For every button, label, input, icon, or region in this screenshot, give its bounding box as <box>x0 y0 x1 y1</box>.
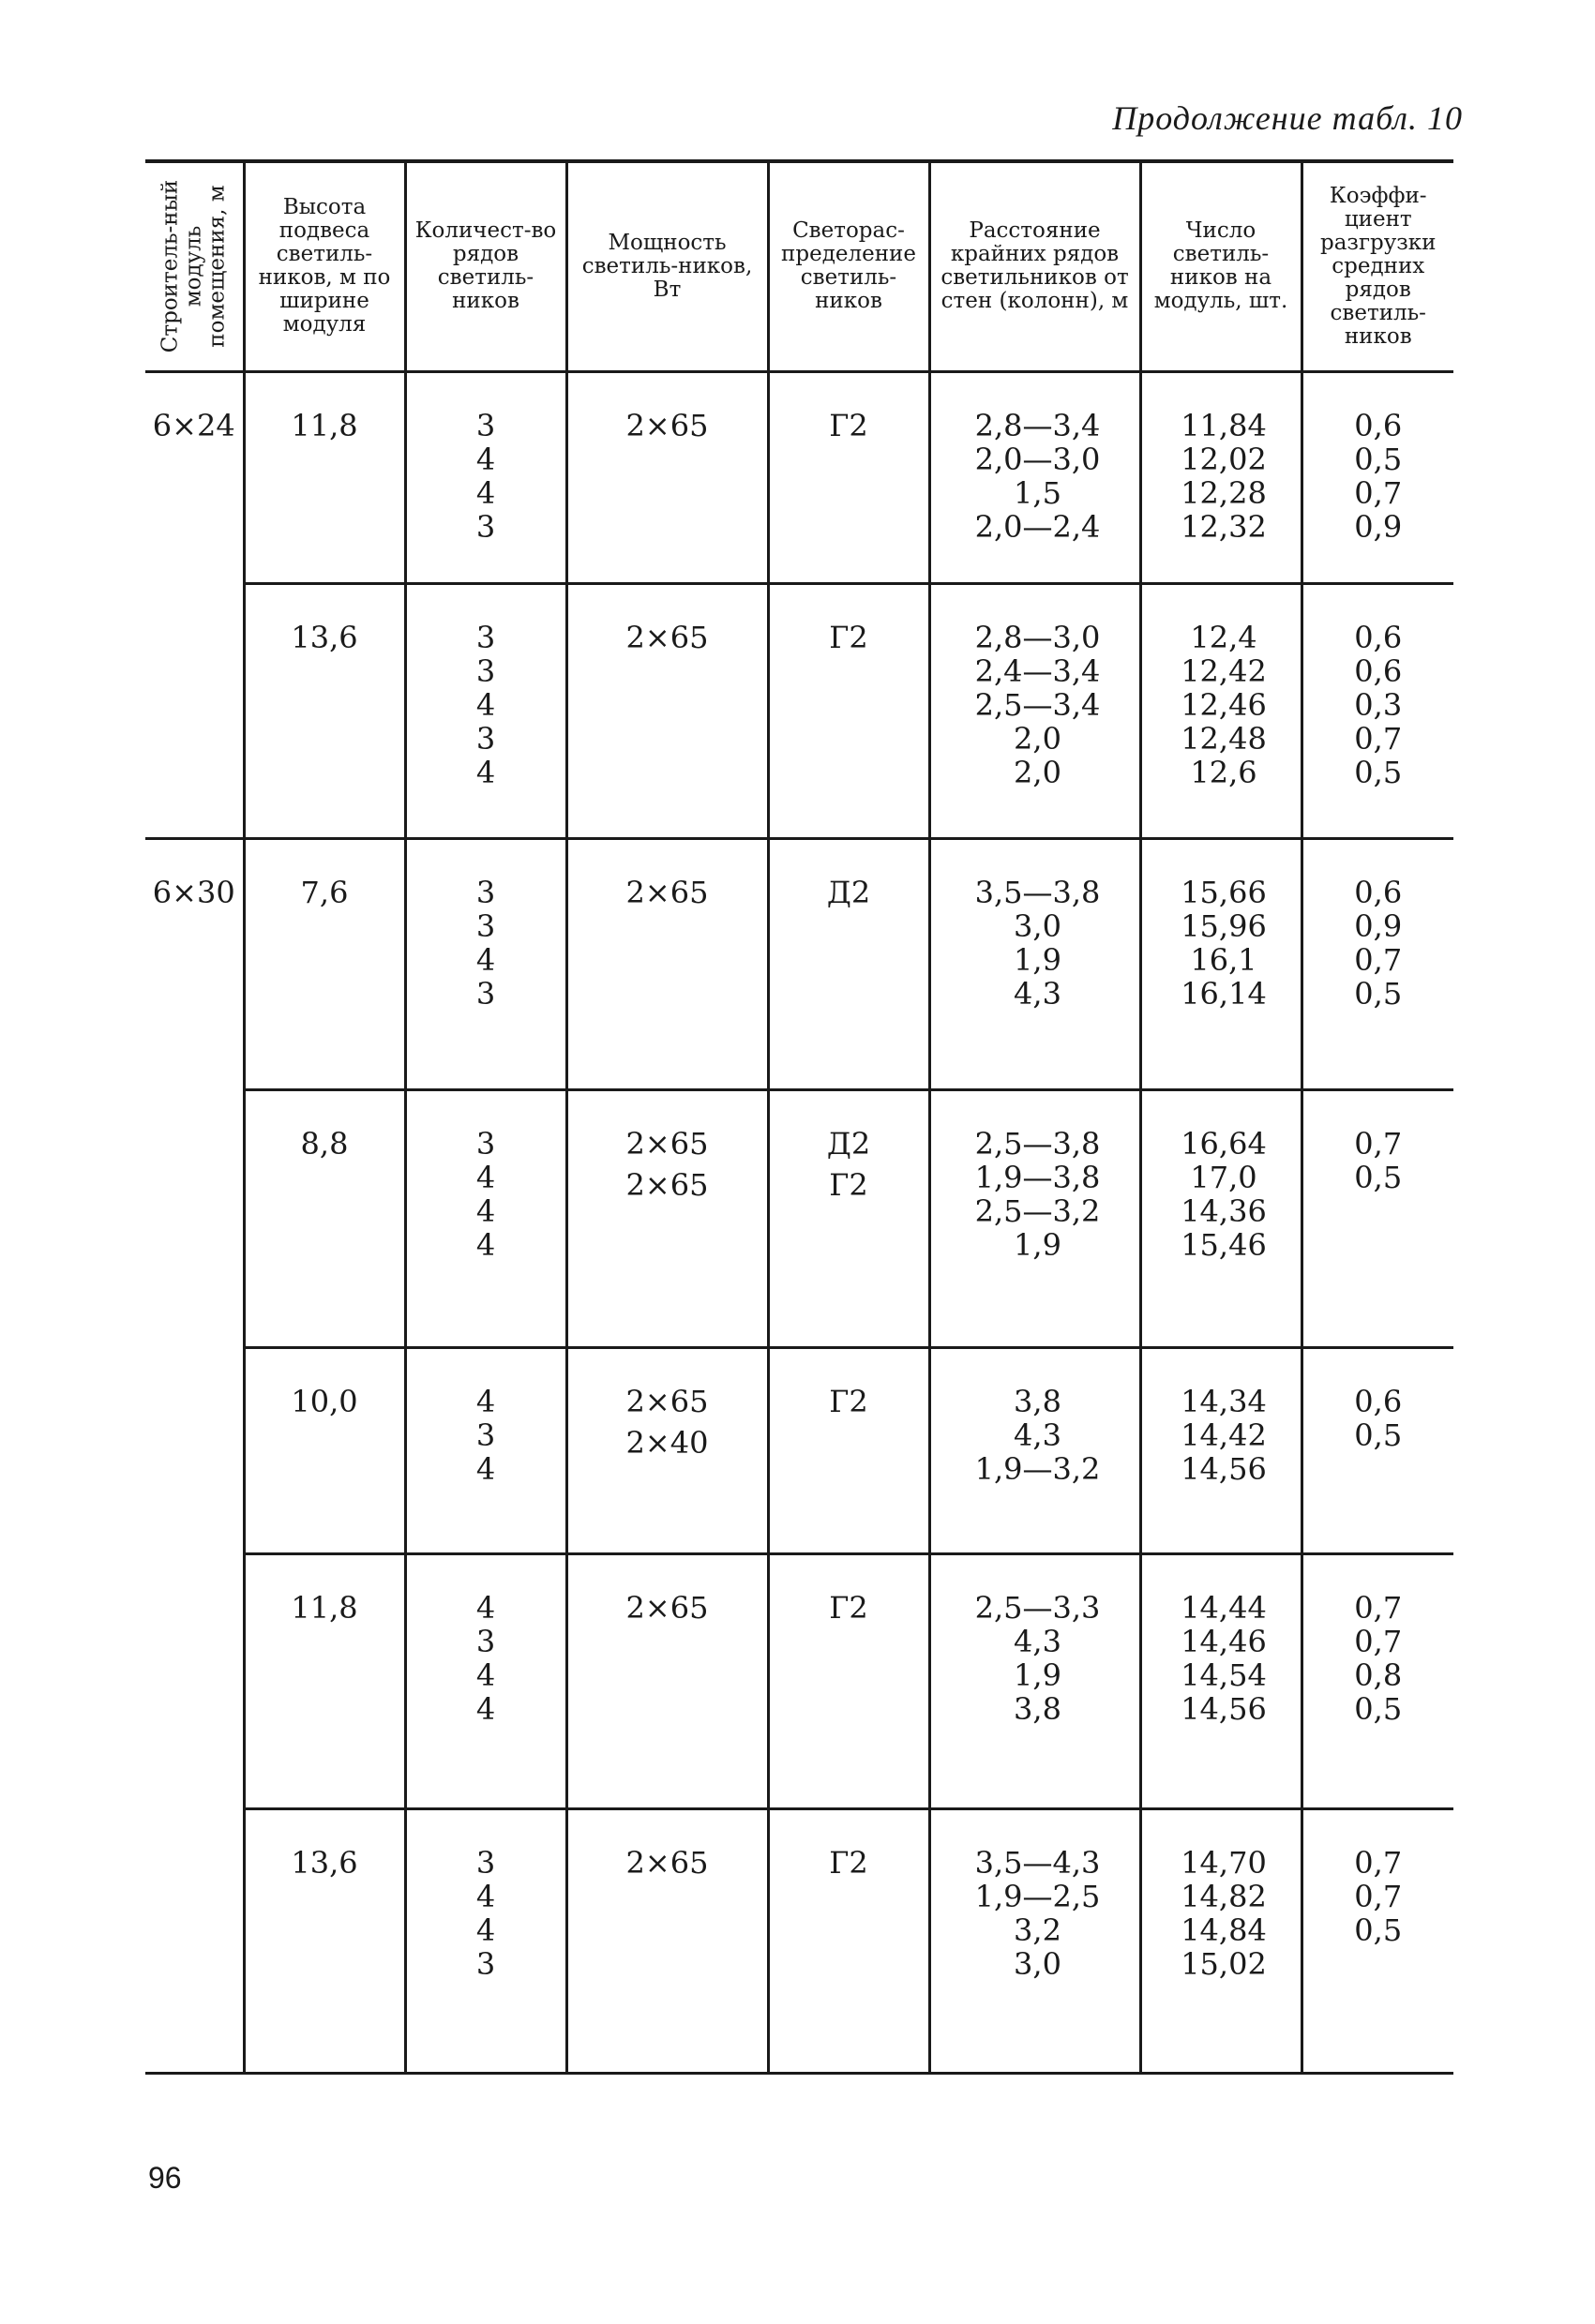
cell-distance-line: 2,8—3,0 <box>974 619 1101 655</box>
cell-height-line: 10,0 <box>291 1383 358 1419</box>
cell-height-line: 11,8 <box>291 1589 358 1626</box>
cell-height <box>244 838 405 1089</box>
cell-count-line: 12,42 <box>1181 652 1267 689</box>
cell-rows-count-line: 3 <box>475 1417 496 1453</box>
cell-distance-line: 2,5—3,3 <box>974 1589 1101 1626</box>
cell-count-line: 15,46 <box>1181 1226 1267 1263</box>
cell-rows-count-line: 4 <box>475 1383 496 1419</box>
cell-rows-count-line: 3 <box>475 1125 496 1162</box>
cell-count-line: 16,64 <box>1181 1125 1267 1162</box>
cell-count-line: 14,46 <box>1181 1623 1267 1659</box>
cell-count-line: 14,56 <box>1181 1450 1267 1487</box>
cell-module: 6×24 <box>145 371 244 838</box>
cell-coef-line: 0,6 <box>1354 407 1403 443</box>
header-height: Высота подвеса светиль-ников, м по ширине модуля <box>244 161 405 371</box>
cell-distance-line: 1,9—3,8 <box>974 1159 1101 1195</box>
cell-distribution-line: Г2 <box>829 1166 868 1203</box>
cell-coef <box>1302 583 1453 838</box>
cell-coef-line: 0,5 <box>1354 1690 1403 1727</box>
cell-count <box>1140 1089 1302 1347</box>
cell-distance-line: 1,9 <box>1014 1657 1061 1693</box>
cell-power <box>566 1347 768 1553</box>
cell-height <box>244 1808 405 2073</box>
cell-distance-line: 2,0 <box>1014 754 1061 790</box>
cell-height <box>244 1089 405 1347</box>
cell-rows-count-line: 4 <box>475 941 496 978</box>
cell-distance <box>929 1089 1140 1347</box>
header-count: Число светиль-ников на модуль, шт. <box>1140 161 1302 371</box>
cell-distance <box>929 1553 1140 1808</box>
cell-rows-count <box>405 1553 566 1808</box>
table-row <box>145 1089 1453 1347</box>
cell-rows-count-line: 3 <box>475 1945 496 1982</box>
cell-count-line: 14,70 <box>1181 1844 1267 1881</box>
header-power: Мощность светиль-ников, Вт <box>566 161 768 371</box>
cell-count-line: 14,44 <box>1181 1589 1267 1626</box>
cell-coef-line: 0,7 <box>1354 1125 1403 1162</box>
cell-count-line: 15,02 <box>1181 1945 1267 1982</box>
cell-distance-line: 3,2 <box>1014 1912 1061 1948</box>
cell-count-line: 14,82 <box>1181 1878 1267 1914</box>
cell-distribution-line: Д2 <box>826 874 871 910</box>
cell-rows-count-line: 4 <box>475 1589 496 1626</box>
lighting-table <box>145 159 1453 2075</box>
cell-distance-line: 4,3 <box>1014 1417 1061 1453</box>
cell-coef-line: 0,7 <box>1354 1878 1403 1914</box>
cell-height <box>244 583 405 838</box>
cell-distance-line: 2,0—3,0 <box>974 441 1101 477</box>
cell-coef-line: 0,5 <box>1354 754 1403 790</box>
cell-coef-line: 0,5 <box>1354 1159 1403 1195</box>
cell-rows-count-line: 4 <box>475 1912 496 1948</box>
cell-distance-line: 1,9 <box>1014 1226 1061 1263</box>
cell-power <box>566 838 768 1089</box>
cell-distribution <box>768 1089 929 1347</box>
cell-rows-count-line: 4 <box>475 1159 496 1195</box>
cell-count <box>1140 1808 1302 2073</box>
cell-distance-line: 3,8 <box>1014 1383 1061 1419</box>
cell-power <box>566 1553 768 1808</box>
table-row <box>145 1347 1453 1553</box>
cell-distance-line: 2,0—2,4 <box>974 508 1101 545</box>
cell-coef-line: 0,7 <box>1354 720 1403 757</box>
cell-count-line: 14,42 <box>1181 1417 1267 1453</box>
cell-distance-line: 1,9 <box>1014 941 1061 978</box>
table-caption: Продолжение табл. 10 <box>1112 99 1463 137</box>
cell-height <box>244 1347 405 1553</box>
cell-rows-count-line: 3 <box>475 1844 496 1881</box>
cell-coef-line: 0,5 <box>1354 1417 1403 1453</box>
cell-rows-count-line: 4 <box>475 1657 496 1693</box>
cell-distribution-line: Г2 <box>829 407 868 443</box>
cell-distance <box>929 838 1140 1089</box>
cell-distribution <box>768 1808 929 2073</box>
cell-rows-count <box>405 1808 566 2073</box>
cell-power-line: 2×65 <box>625 874 709 910</box>
table-row <box>145 1808 1453 2073</box>
cell-rows-count-line: 4 <box>475 1226 496 1263</box>
cell-coef-line: 0,5 <box>1354 975 1403 1012</box>
cell-rows-count-line: 3 <box>475 907 496 944</box>
cell-distribution-line: Г2 <box>829 1589 868 1626</box>
cell-rows-count-line: 4 <box>475 474 496 511</box>
cell-coef <box>1302 371 1453 583</box>
cell-coef-line: 0,5 <box>1354 1912 1403 1948</box>
cell-height-line: 7,6 <box>300 874 349 910</box>
cell-rows-count <box>405 1347 566 1553</box>
cell-count <box>1140 1347 1302 1553</box>
cell-count-line: 16,14 <box>1181 975 1267 1012</box>
cell-module: 6×30 <box>145 838 244 2073</box>
cell-power-line: 2×65 <box>625 1844 709 1881</box>
cell-rows-count <box>405 1089 566 1347</box>
cell-coef-line: 0,7 <box>1354 1623 1403 1659</box>
cell-coef-line: 0,6 <box>1354 652 1403 689</box>
cell-coef-line: 0,5 <box>1354 441 1403 477</box>
cell-distance-line: 4,3 <box>1014 975 1061 1012</box>
cell-rows-count-line: 4 <box>475 441 496 477</box>
cell-count-line: 12,02 <box>1181 441 1267 477</box>
cell-distribution <box>768 838 929 1089</box>
cell-count-line: 15,96 <box>1181 907 1267 944</box>
cell-power-line: 2×65 <box>625 619 709 655</box>
cell-rows-count-line: 4 <box>475 686 496 723</box>
cell-rows-count <box>405 838 566 1089</box>
cell-count <box>1140 838 1302 1089</box>
cell-distribution-line: Д2 <box>826 1125 871 1162</box>
cell-distance-line: 2,4—3,4 <box>974 652 1101 689</box>
cell-height-line: 13,6 <box>291 1844 358 1881</box>
page-number: 96 <box>148 2161 182 2195</box>
cell-count <box>1140 583 1302 838</box>
cell-count-line: 15,66 <box>1181 874 1267 910</box>
cell-distance-line: 3,5—4,3 <box>974 1844 1101 1881</box>
cell-power-line: 2×40 <box>625 1424 709 1461</box>
cell-coef-line: 0,3 <box>1354 686 1403 723</box>
cell-height-line: 8,8 <box>300 1125 349 1162</box>
cell-count-line: 12,46 <box>1181 686 1267 723</box>
cell-distance-line: 2,5—3,2 <box>974 1192 1101 1229</box>
cell-distance-line: 3,0 <box>1014 1945 1061 1982</box>
cell-rows-count-line: 4 <box>475 1192 496 1229</box>
cell-coef-line: 0,7 <box>1354 1589 1403 1626</box>
header-distribution: Светорас-пределение светиль-ников <box>768 161 929 371</box>
cell-power-line: 2×65 <box>625 1383 709 1419</box>
cell-rows-count-line: 3 <box>475 407 496 443</box>
cell-rows-count-line: 3 <box>475 874 496 910</box>
table-row <box>145 1553 1453 1808</box>
cell-distribution-line: Г2 <box>829 1844 868 1881</box>
cell-distribution-line: Г2 <box>829 1383 868 1419</box>
header-module-text: Строитель-ный модуль помещения, м <box>158 180 230 353</box>
cell-distance-line: 3,5—3,8 <box>974 874 1101 910</box>
cell-rows-count-line: 4 <box>475 1690 496 1727</box>
cell-coef-line: 0,9 <box>1354 907 1403 944</box>
cell-rows-count-line: 3 <box>475 975 496 1012</box>
cell-power <box>566 583 768 838</box>
cell-height-line: 13,6 <box>291 619 358 655</box>
cell-count <box>1140 1553 1302 1808</box>
cell-coef-line: 0,6 <box>1354 619 1403 655</box>
cell-count-line: 12,28 <box>1181 474 1267 511</box>
cell-count-line: 17,0 <box>1190 1159 1257 1195</box>
cell-power <box>566 1808 768 2073</box>
cell-rows-count-line: 4 <box>475 1450 496 1487</box>
cell-power-line: 2×65 <box>625 1589 709 1626</box>
cell-distribution <box>768 1347 929 1553</box>
cell-rows-count-line: 4 <box>475 1878 496 1914</box>
cell-distance <box>929 1808 1140 2073</box>
cell-count-line: 11,84 <box>1181 407 1267 443</box>
cell-count <box>1140 371 1302 583</box>
table-body <box>145 371 1453 2073</box>
cell-count-line: 14,34 <box>1181 1383 1267 1419</box>
cell-rows-count-line: 3 <box>475 652 496 689</box>
cell-distance-line: 4,3 <box>1014 1623 1061 1659</box>
header-module <box>145 161 244 371</box>
cell-count-line: 14,54 <box>1181 1657 1267 1693</box>
cell-height <box>244 371 405 583</box>
cell-coef-line: 0,8 <box>1354 1657 1403 1693</box>
cell-rows-count-line: 3 <box>475 619 496 655</box>
cell-coef <box>1302 1808 1453 2073</box>
cell-distance-line: 3,0 <box>1014 907 1061 944</box>
cell-distance-line: 2,5—3,4 <box>974 686 1101 723</box>
table-row <box>145 583 1453 838</box>
table-row <box>145 838 1453 1089</box>
cell-power-line: 2×65 <box>625 1125 709 1162</box>
cell-distance-line: 1,5 <box>1014 474 1061 511</box>
cell-coef-line: 0,7 <box>1354 1844 1403 1881</box>
cell-count-line: 16,1 <box>1190 941 1257 978</box>
cell-coef <box>1302 838 1453 1089</box>
cell-distribution <box>768 583 929 838</box>
cell-count-line: 14,56 <box>1181 1690 1267 1727</box>
header-distance: Расстояние крайних рядов светильников от стен (колонн), м <box>929 161 1140 371</box>
header-coef: Коэффи-циент разгрузки средних рядов светиль-ников <box>1302 161 1453 371</box>
cell-distribution <box>768 371 929 583</box>
cell-coef <box>1302 1089 1453 1347</box>
cell-rows-count-line: 3 <box>475 1623 496 1659</box>
cell-distance-line: 3,8 <box>1014 1690 1061 1727</box>
cell-coef <box>1302 1553 1453 1808</box>
cell-power <box>566 371 768 583</box>
cell-count-line: 14,84 <box>1181 1912 1267 1948</box>
cell-distribution-line: Г2 <box>829 619 868 655</box>
cell-distance-line: 2,8—3,4 <box>974 407 1101 443</box>
cell-distance <box>929 583 1140 838</box>
cell-distribution <box>768 1553 929 1808</box>
cell-rows-count-line: 4 <box>475 754 496 790</box>
cell-distance-line: 1,9—3,2 <box>974 1450 1101 1487</box>
table-header-row <box>145 161 1453 371</box>
cell-count-line: 12,32 <box>1181 508 1267 545</box>
cell-coef-line: 0,9 <box>1354 508 1403 545</box>
cell-distance <box>929 1347 1140 1553</box>
cell-power <box>566 1089 768 1347</box>
cell-power-line: 2×65 <box>625 1166 709 1203</box>
cell-rows-count <box>405 583 566 838</box>
cell-coef-line: 0,6 <box>1354 874 1403 910</box>
cell-coef-line: 0,6 <box>1354 1383 1403 1419</box>
cell-coef-line: 0,7 <box>1354 941 1403 978</box>
cell-distance <box>929 371 1140 583</box>
cell-height-line: 11,8 <box>291 407 358 443</box>
cell-rows-count-line: 3 <box>475 508 496 545</box>
cell-coef <box>1302 1347 1453 1553</box>
cell-count-line: 12,48 <box>1181 720 1267 757</box>
cell-rows-count <box>405 371 566 583</box>
cell-rows-count-line: 3 <box>475 720 496 757</box>
cell-distance-line: 1,9—2,5 <box>974 1878 1101 1914</box>
cell-count-line: 12,4 <box>1190 619 1257 655</box>
header-rows: Количест-во рядов светиль-ников <box>405 161 566 371</box>
cell-count-line: 14,36 <box>1181 1192 1267 1229</box>
cell-power-line: 2×65 <box>625 407 709 443</box>
cell-count-line: 12,6 <box>1190 754 1257 790</box>
cell-distance-line: 2,5—3,8 <box>974 1125 1101 1162</box>
cell-height <box>244 1553 405 1808</box>
cell-distance-line: 2,0 <box>1014 720 1061 757</box>
table-row <box>145 371 1453 583</box>
cell-coef-line: 0,7 <box>1354 474 1403 511</box>
